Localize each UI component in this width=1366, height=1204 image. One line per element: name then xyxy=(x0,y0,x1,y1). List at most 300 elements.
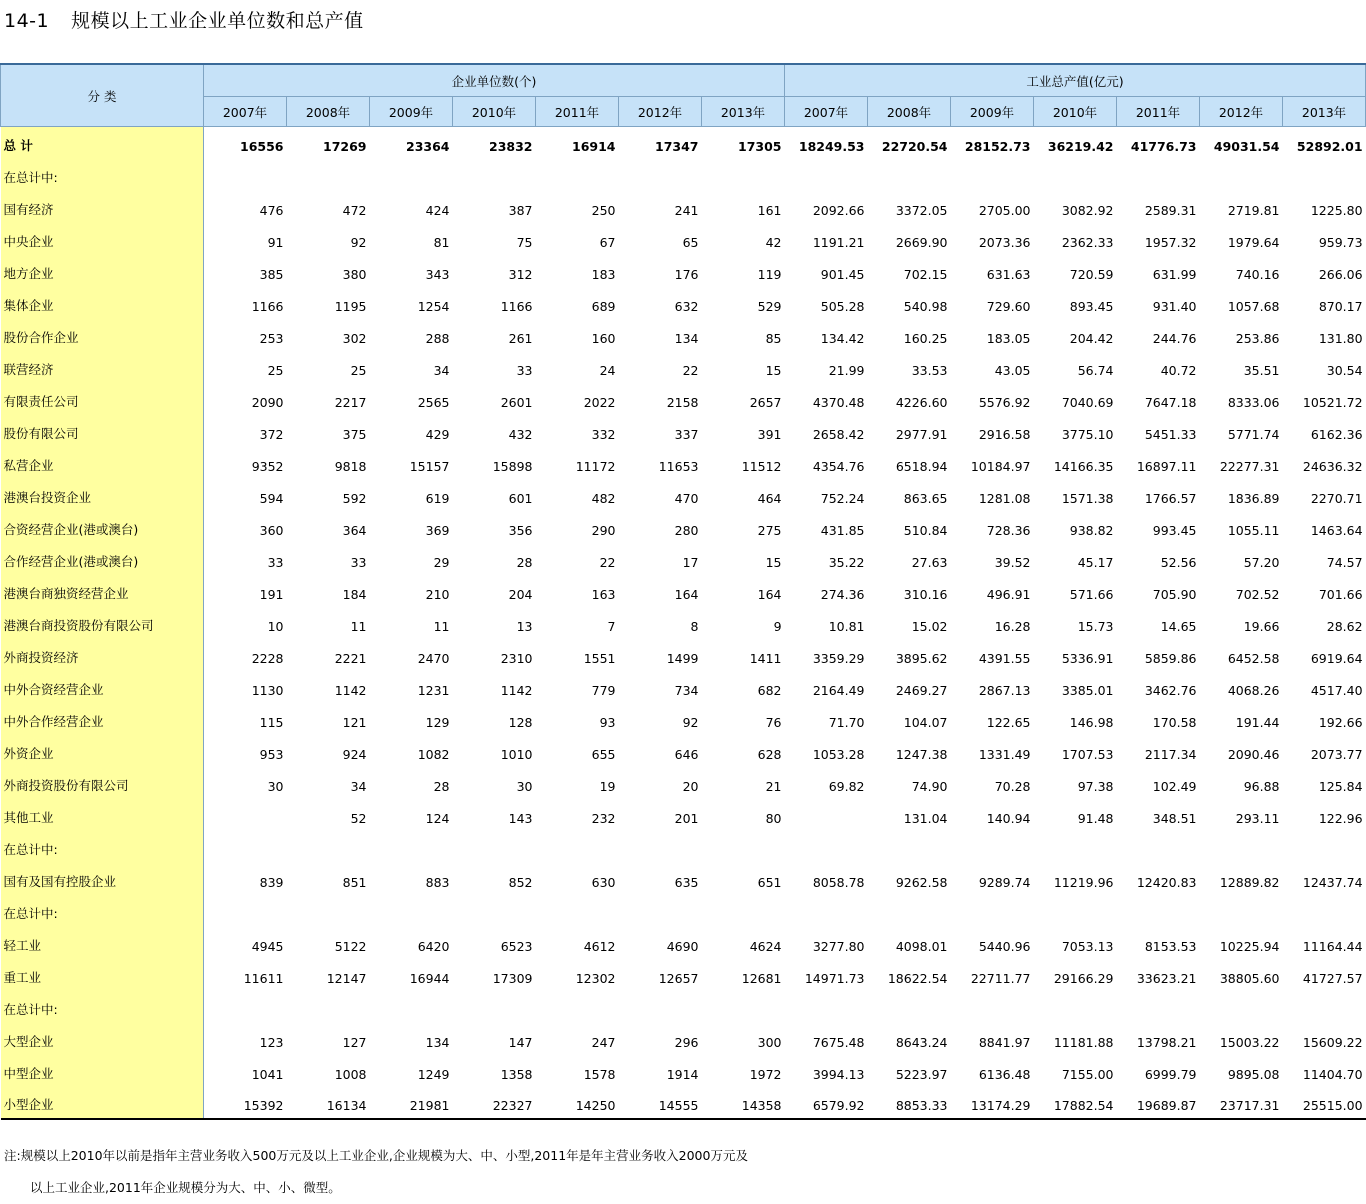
table-row xyxy=(1,383,1366,415)
table-cell: 176 xyxy=(674,266,699,282)
table-row xyxy=(1,255,1366,287)
table-cell: 387 xyxy=(508,202,533,218)
units-year-header-0: 2007年 xyxy=(204,97,287,127)
table-cell: 2977.91 xyxy=(895,426,948,442)
table-cell: 7155.00 xyxy=(1061,1066,1114,1082)
table-cell: 702.52 xyxy=(1235,586,1280,602)
table-cell: 16556 xyxy=(240,138,284,154)
table-cell: 25515.00 xyxy=(1283,1087,1366,1119)
table-cell: 8153.53 xyxy=(1144,938,1197,954)
table-cell: 646 xyxy=(674,746,699,762)
row-label: 大型企业 xyxy=(1,1023,204,1055)
table-row xyxy=(1,159,1366,191)
row-label: 中外合作经营企业 xyxy=(1,703,204,735)
table-cell: 3385.01 xyxy=(1061,682,1114,698)
table-cell: 49031.54 xyxy=(1213,138,1280,154)
table-cell: 74.90 xyxy=(911,778,948,794)
table-cell: 356 xyxy=(508,522,533,538)
table-cell xyxy=(1034,159,1117,191)
footnote-line-1: 注:规模以上2010年以前是指年主营业务收入500万元及以上工业企业,企业规模为大、中、小型,2011年是年主营业务收入2000万元及 xyxy=(4,1148,748,1163)
table-cell: 901.45 xyxy=(820,266,865,282)
table-cell: 16914 xyxy=(572,138,616,154)
table-cell: 17347 xyxy=(655,138,699,154)
table-cell xyxy=(287,159,370,191)
table-cell: 6518.94 xyxy=(895,458,948,474)
table-cell: 15157 xyxy=(409,458,450,474)
table-cell: 391 xyxy=(757,426,782,442)
table-cell: 1191.21 xyxy=(812,234,865,250)
table-cell: 6420 xyxy=(417,938,450,954)
table-cell: 883 xyxy=(425,874,450,890)
table-cell: 241 xyxy=(674,202,699,218)
table-cell xyxy=(204,895,287,927)
table-cell: 280 xyxy=(674,522,699,538)
table-row xyxy=(1,959,1366,991)
table-cell: 2217 xyxy=(334,394,367,410)
table-cell: 15.73 xyxy=(1077,618,1114,634)
table-cell: 3359.29 xyxy=(812,650,865,666)
table-cell: 1008 xyxy=(334,1066,367,1082)
table-cell: 12437.74 xyxy=(1302,874,1363,890)
table-cell: 2270.71 xyxy=(1310,490,1363,506)
table-cell: 124 xyxy=(425,810,450,826)
table-cell: 25 xyxy=(350,362,367,378)
table-cell: 12302 xyxy=(575,970,616,986)
table-cell: 15609.22 xyxy=(1302,1034,1363,1050)
table-cell: 529 xyxy=(757,298,782,314)
table-cell: 10.81 xyxy=(828,618,865,634)
group-header-output: 工业总产值(亿元) xyxy=(785,64,1366,97)
data-table xyxy=(0,63,1366,1120)
table-cell: 163 xyxy=(591,586,616,602)
row-label: 轻工业 xyxy=(1,927,204,959)
table-cell: 70.28 xyxy=(994,778,1031,794)
table-cell: 343 xyxy=(425,266,450,282)
table-cell xyxy=(536,895,619,927)
table-cell: 592 xyxy=(342,490,367,506)
table-cell xyxy=(204,831,287,863)
table-cell: 52.56 xyxy=(1160,554,1197,570)
table-cell: 8 xyxy=(690,618,699,634)
table-cell: 302 xyxy=(342,330,367,346)
table-cell: 2565 xyxy=(417,394,450,410)
table-cell: 104.07 xyxy=(903,714,948,730)
table-cell: 635 xyxy=(674,874,699,890)
table-cell: 601 xyxy=(508,490,533,506)
table-cell: 232 xyxy=(591,810,616,826)
table-cell: 752.24 xyxy=(820,490,865,506)
table-cell: 91.48 xyxy=(1077,810,1114,826)
table-cell: 4517.40 xyxy=(1310,682,1363,698)
table-row xyxy=(1,191,1366,223)
table-cell: 11164.44 xyxy=(1302,938,1363,954)
output-year-header-6: 2013年 xyxy=(1283,97,1366,127)
table-cell: 8841.97 xyxy=(978,1034,1031,1050)
row-label: 港澳台商独资经营企业 xyxy=(1,575,204,607)
table-cell: 164 xyxy=(757,586,782,602)
row-label: 中外合资经营企业 xyxy=(1,671,204,703)
table-cell: 129 xyxy=(425,714,450,730)
table-cell: 10521.72 xyxy=(1302,394,1363,410)
table-cell xyxy=(287,895,370,927)
table-cell: 19.66 xyxy=(1243,618,1280,634)
table-cell: 38805.60 xyxy=(1219,970,1280,986)
table-row xyxy=(1,319,1366,351)
table-cell: 2164.49 xyxy=(812,682,865,698)
table-row xyxy=(1,223,1366,255)
table-cell: 210 xyxy=(425,586,450,602)
row-label: 联营经济 xyxy=(1,351,204,383)
table-cell: 15003.22 xyxy=(1219,1034,1280,1050)
table-cell: 22 xyxy=(682,362,699,378)
table-cell: 728.36 xyxy=(986,522,1031,538)
table-cell: 11611 xyxy=(243,970,284,986)
table-cell: 13798.21 xyxy=(1136,1034,1197,1050)
table-cell: 1358 xyxy=(500,1066,533,1082)
row-label: 外资企业 xyxy=(1,735,204,767)
table-cell: 35.51 xyxy=(1243,362,1280,378)
table-cell: 127 xyxy=(342,1034,367,1050)
table-cell: 6999.79 xyxy=(1144,1066,1197,1082)
table-cell: 30.54 xyxy=(1326,362,1363,378)
row-label: 总 计 xyxy=(1,127,204,159)
table-cell: 15.02 xyxy=(911,618,948,634)
table-cell: 1225.80 xyxy=(1310,202,1363,218)
table-cell: 247 xyxy=(591,1034,616,1050)
table-row xyxy=(1,1023,1366,1055)
table-cell: 4690 xyxy=(666,938,699,954)
table-cell xyxy=(785,895,868,927)
table-cell: 67 xyxy=(599,234,616,250)
table-cell: 720.59 xyxy=(1069,266,1114,282)
table-cell: 17305 xyxy=(738,138,782,154)
table-cell: 632 xyxy=(674,298,699,314)
table-cell: 43.05 xyxy=(994,362,1031,378)
table-cell xyxy=(785,831,868,863)
table-cell: 160.25 xyxy=(903,330,948,346)
table-cell: 2073.36 xyxy=(978,234,1031,250)
table-cell xyxy=(619,159,702,191)
table-cell: 91 xyxy=(267,234,284,250)
table-cell: 147 xyxy=(508,1034,533,1050)
table-cell: 143 xyxy=(508,810,533,826)
table-cell: 161 xyxy=(757,202,782,218)
table-cell: 1707.53 xyxy=(1061,746,1114,762)
table-row xyxy=(1,703,1366,735)
table-cell: 183.05 xyxy=(986,330,1031,346)
table-cell: 52 xyxy=(350,810,367,826)
table-cell: 45.17 xyxy=(1077,554,1114,570)
table-cell: 540.98 xyxy=(903,298,948,314)
table-cell xyxy=(619,895,702,927)
table-cell: 65 xyxy=(682,234,699,250)
table-cell: 432 xyxy=(508,426,533,442)
table-cell: 3775.10 xyxy=(1061,426,1114,442)
table-cell: 21 xyxy=(765,778,782,794)
row-label: 合资经营企业(港或澳台) xyxy=(1,511,204,543)
table-cell: 2916.58 xyxy=(978,426,1031,442)
table-cell: 28 xyxy=(433,778,450,794)
table-cell: 9352 xyxy=(251,458,284,474)
table-cell: 863.65 xyxy=(903,490,948,506)
table-cell: 27.63 xyxy=(911,554,948,570)
table-cell: 14.65 xyxy=(1160,618,1197,634)
table-cell: 364 xyxy=(342,522,367,538)
row-label: 合作经营企业(港或澳台) xyxy=(1,543,204,575)
table-cell: 6579.92 xyxy=(785,1087,868,1119)
table-cell: 71.70 xyxy=(828,714,865,730)
table-cell xyxy=(868,991,951,1023)
table-cell: 14971.73 xyxy=(804,970,865,986)
row-label: 在总计中: xyxy=(1,991,204,1023)
table-cell: 123 xyxy=(259,1034,284,1050)
table-cell: 2669.90 xyxy=(895,234,948,250)
table-cell: 7675.48 xyxy=(812,1034,865,1050)
table-cell: 682 xyxy=(757,682,782,698)
table-cell: 25 xyxy=(267,362,284,378)
table-cell: 372 xyxy=(259,426,284,442)
table-cell: 931.40 xyxy=(1152,298,1197,314)
table-cell xyxy=(453,159,536,191)
table-row xyxy=(1,991,1366,1023)
table-cell: 5859.86 xyxy=(1144,650,1197,666)
table-cell xyxy=(1117,159,1200,191)
table-cell: 1195 xyxy=(334,298,367,314)
table-cell: 17309 xyxy=(492,970,533,986)
table-cell xyxy=(702,895,785,927)
table-cell: 424 xyxy=(425,202,450,218)
table-cell: 893.45 xyxy=(1069,298,1114,314)
year-header-row xyxy=(1,97,1366,127)
table-cell: 628 xyxy=(757,746,782,762)
table-cell: 2469.27 xyxy=(895,682,948,698)
table-cell: 21981 xyxy=(370,1087,453,1119)
table-cell: 20 xyxy=(682,778,699,794)
table-cell: 13 xyxy=(516,618,533,634)
table-cell: 993.45 xyxy=(1152,522,1197,538)
table-cell: 1766.57 xyxy=(1144,490,1197,506)
table-cell: 2158 xyxy=(666,394,699,410)
table-cell: 191.44 xyxy=(1235,714,1280,730)
table-cell xyxy=(785,159,868,191)
row-label: 股份有限公司 xyxy=(1,415,204,447)
table-cell: 360 xyxy=(259,522,284,538)
table-cell: 102.49 xyxy=(1152,778,1197,794)
table-cell: 1551 xyxy=(583,650,616,666)
table-title xyxy=(4,6,364,33)
table-cell: 2090 xyxy=(251,394,284,410)
table-cell: 12147 xyxy=(326,970,367,986)
table-cell: 2221 xyxy=(334,650,367,666)
table-cell: 1231 xyxy=(417,682,450,698)
table-cell: 5440.96 xyxy=(978,938,1031,954)
table-cell: 14166.35 xyxy=(1053,458,1114,474)
units-year-header-2: 2009年 xyxy=(370,97,453,127)
table-cell: 33623.21 xyxy=(1136,970,1197,986)
table-cell: 56.74 xyxy=(1077,362,1114,378)
table-cell: 29 xyxy=(433,554,450,570)
table-cell: 22 xyxy=(599,554,616,570)
table-cell: 4370.48 xyxy=(812,394,865,410)
table-cell: 33.53 xyxy=(911,362,948,378)
table-cell: 6523 xyxy=(500,938,533,954)
table-cell: 496.91 xyxy=(986,586,1031,602)
table-cell: 23364 xyxy=(406,138,450,154)
table-cell: 275 xyxy=(757,522,782,538)
table-title-text: 规模以上工业企业单位数和总产值 xyxy=(71,10,364,32)
table-cell: 19 xyxy=(599,778,616,794)
table-cell: 729.60 xyxy=(986,298,1031,314)
table-cell: 505.28 xyxy=(820,298,865,314)
table-cell: 92 xyxy=(350,234,367,250)
output-year-header-3: 2010年 xyxy=(1034,97,1117,127)
table-cell: 15 xyxy=(765,362,782,378)
output-year-header-1: 2008年 xyxy=(868,97,951,127)
table-cell: 4068.26 xyxy=(1227,682,1280,698)
table-cell: 2310 xyxy=(500,650,533,666)
table-cell: 16.28 xyxy=(994,618,1031,634)
table-cell: 1979.64 xyxy=(1227,234,1280,250)
row-label: 其他工业 xyxy=(1,799,204,831)
table-cell xyxy=(1200,895,1283,927)
table-cell: 22720.54 xyxy=(881,138,948,154)
table-cell: 11653 xyxy=(658,458,699,474)
table-cell: 851 xyxy=(342,874,367,890)
table-cell xyxy=(951,831,1034,863)
table-cell: 5223.97 xyxy=(895,1066,948,1082)
table-cell xyxy=(370,991,453,1023)
table-cell: 3462.76 xyxy=(1144,682,1197,698)
table-cell: 253.86 xyxy=(1235,330,1280,346)
row-label: 中央企业 xyxy=(1,223,204,255)
table-cell: 482 xyxy=(591,490,616,506)
table-cell: 204.42 xyxy=(1069,330,1114,346)
table-cell: 312 xyxy=(508,266,533,282)
table-cell: 3994.13 xyxy=(812,1066,865,1082)
table-cell xyxy=(287,991,370,1023)
table-cell: 1010 xyxy=(500,746,533,762)
table-cell: 41776.73 xyxy=(1130,138,1197,154)
table-cell: 300 xyxy=(757,1034,782,1050)
table-cell: 2228 xyxy=(251,650,284,666)
table-cell: 17269 xyxy=(323,138,367,154)
table-cell xyxy=(868,159,951,191)
table-cell: 134 xyxy=(674,330,699,346)
table-cell: 5451.33 xyxy=(1144,426,1197,442)
table-cell: 22327 xyxy=(453,1087,536,1119)
table-cell: 1411 xyxy=(749,650,782,666)
table-cell: 2117.34 xyxy=(1144,746,1197,762)
table-cell xyxy=(1034,895,1117,927)
table-cell: 4226.60 xyxy=(895,394,948,410)
table-cell: 14358 xyxy=(702,1087,785,1119)
table-cell: 8058.78 xyxy=(812,874,865,890)
table-cell xyxy=(702,831,785,863)
table-cell: 18249.53 xyxy=(798,138,865,154)
table-cell: 36219.42 xyxy=(1047,138,1114,154)
table-cell xyxy=(204,991,287,1023)
table-cell: 14250 xyxy=(536,1087,619,1119)
table-cell xyxy=(1117,991,1200,1023)
table-cell: 9895.08 xyxy=(1227,1066,1280,1082)
table-cell: 28.62 xyxy=(1326,618,1363,634)
units-year-header-1: 2008年 xyxy=(287,97,370,127)
table-cell: 52892.01 xyxy=(1296,138,1363,154)
table-cell: 959.73 xyxy=(1318,234,1363,250)
row-label: 有限责任公司 xyxy=(1,383,204,415)
table-cell: 18622.54 xyxy=(887,970,948,986)
table-cell: 15 xyxy=(765,554,782,570)
row-label: 外商投资股份有限公司 xyxy=(1,767,204,799)
row-label: 港澳台商投资股份有限公司 xyxy=(1,607,204,639)
table-cell xyxy=(619,991,702,1023)
output-year-header-0: 2007年 xyxy=(785,97,868,127)
table-cell: 431.85 xyxy=(820,522,865,538)
table-cell: 1331.49 xyxy=(978,746,1031,762)
table-cell: 10225.94 xyxy=(1219,938,1280,954)
table-cell: 4624 xyxy=(749,938,782,954)
table-cell: 146.98 xyxy=(1069,714,1114,730)
row-label: 国有及国有控股企业 xyxy=(1,863,204,895)
table-cell: 122.65 xyxy=(986,714,1031,730)
table-cell: 7053.13 xyxy=(1061,938,1114,954)
table-cell: 204 xyxy=(508,586,533,602)
table-row xyxy=(1,1055,1366,1087)
table-cell: 2362.33 xyxy=(1061,234,1114,250)
table-cell: 201 xyxy=(674,810,699,826)
table-cell: 1247.38 xyxy=(895,746,948,762)
table-cell xyxy=(785,799,868,831)
table-cell: 134 xyxy=(425,1034,450,1050)
table-cell: 3895.62 xyxy=(895,650,948,666)
table-cell: 191 xyxy=(259,586,284,602)
table-cell: 2470 xyxy=(417,650,450,666)
table-row xyxy=(1,543,1366,575)
table-cell: 2022 xyxy=(583,394,616,410)
table-cell xyxy=(1283,895,1366,927)
table-cell xyxy=(1034,991,1117,1023)
table-cell: 3082.92 xyxy=(1061,202,1114,218)
row-label: 外商投资经济 xyxy=(1,639,204,671)
table-cell: 4945 xyxy=(251,938,284,954)
table-row xyxy=(1,479,1366,511)
table-cell: 9262.58 xyxy=(895,874,948,890)
table-cell: 164 xyxy=(674,586,699,602)
table-cell: 85 xyxy=(765,330,782,346)
table-cell: 19689.87 xyxy=(1117,1087,1200,1119)
table-cell: 472 xyxy=(342,202,367,218)
table-cell: 1142 xyxy=(334,682,367,698)
row-label: 在总计中: xyxy=(1,159,204,191)
table-cell: 16897.11 xyxy=(1136,458,1197,474)
footnotes xyxy=(4,1140,748,1204)
table-cell: 2090.46 xyxy=(1227,746,1280,762)
table-cell xyxy=(951,895,1034,927)
table-cell: 3277.80 xyxy=(812,938,865,954)
table-cell: 11 xyxy=(350,618,367,634)
table-cell: 2705.00 xyxy=(978,202,1031,218)
table-row xyxy=(1,1087,1366,1119)
table-cell: 1249 xyxy=(417,1066,450,1082)
table-cell: 192.66 xyxy=(1318,714,1363,730)
table-cell: 870.17 xyxy=(1318,298,1363,314)
table-cell: 16944 xyxy=(409,970,450,986)
table-row xyxy=(1,575,1366,607)
table-row xyxy=(1,287,1366,319)
table-cell xyxy=(204,799,287,831)
row-label: 重工业 xyxy=(1,959,204,991)
table-cell: 852 xyxy=(508,874,533,890)
